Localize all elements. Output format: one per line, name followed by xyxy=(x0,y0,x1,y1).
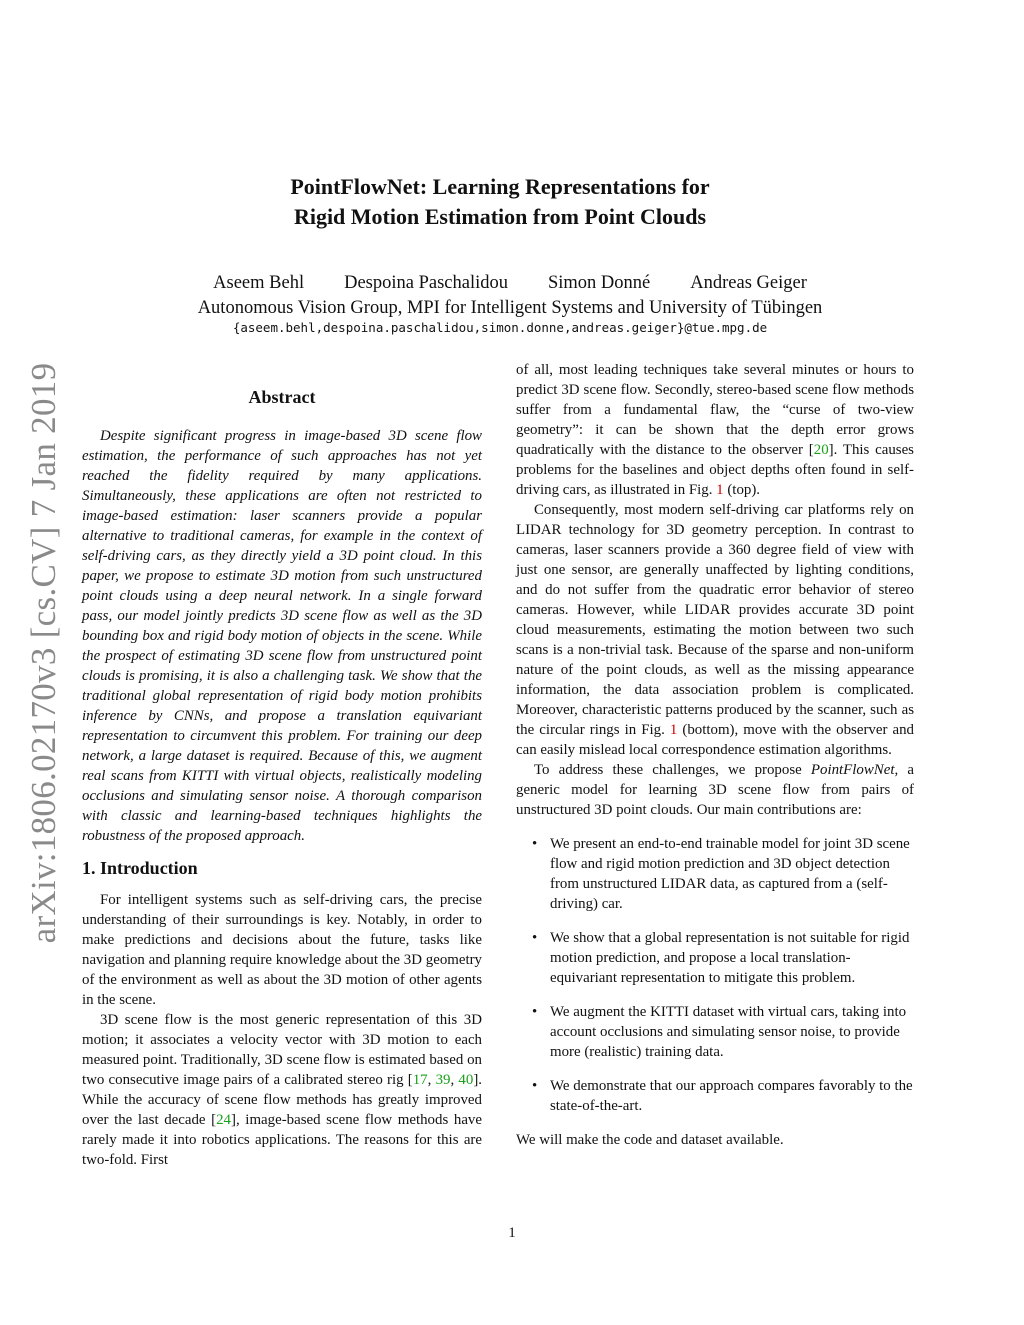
text-run: ], image-based scene flow methods have rarely made it into robotics applications. The reasons for this are two-fold. First xyxy=(82,1112,482,1168)
contribution-item xyxy=(516,1076,914,1116)
body-paragraph xyxy=(516,760,914,820)
citation-link[interactable]: 39 xyxy=(435,1072,451,1088)
citation-link[interactable]: 24 xyxy=(216,1112,231,1128)
author-name: Aseem Behl xyxy=(213,273,305,293)
right-column xyxy=(516,360,914,1150)
text-run: , a generic model for learning 3D scene flow from pairs of unstructured 3D point clouds. Our main contributions are: xyxy=(516,762,914,818)
arxiv-identifier-stamp xyxy=(22,362,66,943)
text-run: ]. While the accuracy of scene flow methods has greatly improved over the last decade [ xyxy=(82,1072,482,1128)
text-run: (bottom), move with the observer and can easily mislead local correspondence estimation algorithms. xyxy=(516,722,914,758)
text-run: , xyxy=(450,1072,459,1088)
contribution-text: We demonstrate that our approach compares favorably to the state-of-the-art. xyxy=(550,1078,913,1114)
body-paragraph xyxy=(516,360,914,500)
citation-link[interactable]: 17 xyxy=(412,1072,428,1088)
abstract-heading: Abstract xyxy=(248,387,316,407)
text-run: Consequently, most modern self-driving car platforms rely on LIDAR technology for 3D geometry perception. In contrast to cameras, laser scanners provide a 360 degree field of view with just one sensor, are generally unaffected by lighting conditions, and do not suffer from the quadratic error behavior of stereo cameras. However, while LIDAR provides accurate 3D point cloud measurements, estimating the motion between two such scans is a non-trivial task. Because of the sparse and non-uniform nature of the point clouds, as well as the missing appearance information, the data association problem is complicated. Moreover, characteristic patterns produced by the scanner, such as the circular rings in Fig. xyxy=(516,502,914,738)
text-run: of all, most leading techniques take several minutes or hours to predict 3D scene flow. Secondly, stereo-based scene flow methods suffer from a fundamental flaw, the “curse of two-view geometry”: it can be shown that the depth error grows quadratically with the distance to the observer [ xyxy=(516,362,914,458)
left-column xyxy=(82,384,482,1170)
abstract-text: Despite significant progress in image-based 3D scene flow estimation, the performance of such approaches has not yet reached the fidelity required by many applications. Simultaneously, these applications are often not restricted to image-based estimation: laser scanners provide a popular alternative to traditional cameras, for example in the context of self-driving cars, as they directly yield a 3D point cloud. In this paper, we propose to estimate 3D motion from such unstructured point clouds using a deep neural network. In a single forward pass, our model jointly predicts 3D scene flow as well as the 3D bounding box and rigid body motion of objects in the scene. While the prospect of estimating 3D scene flow from unstructured point clouds is promising, it is also a challenging task. We show that the traditional global representation of rigid body motion prohibits inference by CNNs, and propose a translation equivariant representation to circumvent this problem. For training our deep network, a large dataset is required. Because of this, we augment real scans from KITTI with virtual objects, realistically modeling occlusions and simulating sensor noise. A thorough comparison with classic and learning-based techniques highlights the robustness of the proposed approach. xyxy=(82,428,482,844)
section-heading-introduction: 1. Introduction xyxy=(82,858,198,878)
affiliation: Autonomous Vision Group, MPI for Intelligent Systems and University of Tübingen xyxy=(197,298,823,318)
bullet-icon: • xyxy=(532,1078,538,1094)
figure-reference-link[interactable]: 1 xyxy=(669,722,678,738)
text-run: ]. This causes problems for the baselines and object depths often found in self-driving cars, as illustrated in Fig. xyxy=(516,442,914,498)
abstract xyxy=(82,426,482,846)
bullet-icon: • xyxy=(532,930,538,946)
citation-link[interactable]: 20 xyxy=(813,442,829,458)
contribution-text: We show that a global representation is not suitable for rigid motion prediction, and propose a local translation-equivariant representation to mitigate this problem. xyxy=(550,930,910,986)
author-name: Simon Donné xyxy=(547,273,651,293)
title-line-1: PointFlowNet: Learning Representations for xyxy=(290,174,710,199)
title-line-2: Rigid Motion Estimation from Point Clouds xyxy=(293,204,707,229)
page-number: 1 xyxy=(508,1225,516,1241)
author-name: Despoina Paschalidou xyxy=(344,273,508,293)
text-run: (top). xyxy=(723,482,761,498)
contribution-item xyxy=(516,1002,914,1062)
paper-title xyxy=(150,172,850,232)
contribution-text: We present an end-to-end trainable model for joint 3D scene flow and rigid motion prediction and 3D object detection from unstructured LIDAR data, as captured from a (self-driving) car. xyxy=(550,836,910,912)
contribution-text: We augment the KITTI dataset with virtual cars, taking into account occlusions and simulating sensor noise, to provide more (realistic) training data. xyxy=(550,1004,907,1060)
text-run: 3D scene flow is the most generic representation of this 3D motion; it associates a velocity vector with 3D motion to each measured point. Traditionally, 3D scene flow is estimated based on two consecutive image pairs of a calibrated stereo rig [ xyxy=(82,1012,482,1088)
arxiv-identifier-text: arXiv:1806.02170v3 [cs.CV] 7 Jan 2019 xyxy=(24,362,63,943)
intro-paragraph-2 xyxy=(82,1010,482,1170)
figure-reference-link[interactable]: 1 xyxy=(716,482,724,498)
closing-statement: We will make the code and dataset available. xyxy=(516,1132,784,1148)
model-name: PointFlowNet xyxy=(810,762,895,778)
author-name: Andreas Geiger xyxy=(690,273,807,293)
text-run: To address these challenges, we propose xyxy=(534,762,811,778)
author-names xyxy=(120,271,900,296)
bullet-icon: • xyxy=(532,836,538,852)
bullet-icon: • xyxy=(532,1004,538,1020)
intro-paragraph-1: For intelligent systems such as self-driving cars, the precise understanding of their surroundings is key. Notably, in order to make predictions and decisions about the future, tasks like navigation and planning require knowledge about the 3D geometry of the environment as well as about the 3D motion of other agents in the scene. xyxy=(82,892,482,1008)
citation-link[interactable]: 40 xyxy=(458,1072,474,1088)
contribution-item xyxy=(516,834,914,914)
body-paragraph xyxy=(516,500,914,760)
author-emails: {aseem.behl,despoina.paschalidou,simon.donne,andreas.geiger}@tue.mpg.de xyxy=(232,320,768,335)
author-block xyxy=(120,271,900,321)
text-run: , xyxy=(427,1072,436,1088)
contributions-list xyxy=(516,834,914,1116)
contribution-item xyxy=(516,928,914,988)
